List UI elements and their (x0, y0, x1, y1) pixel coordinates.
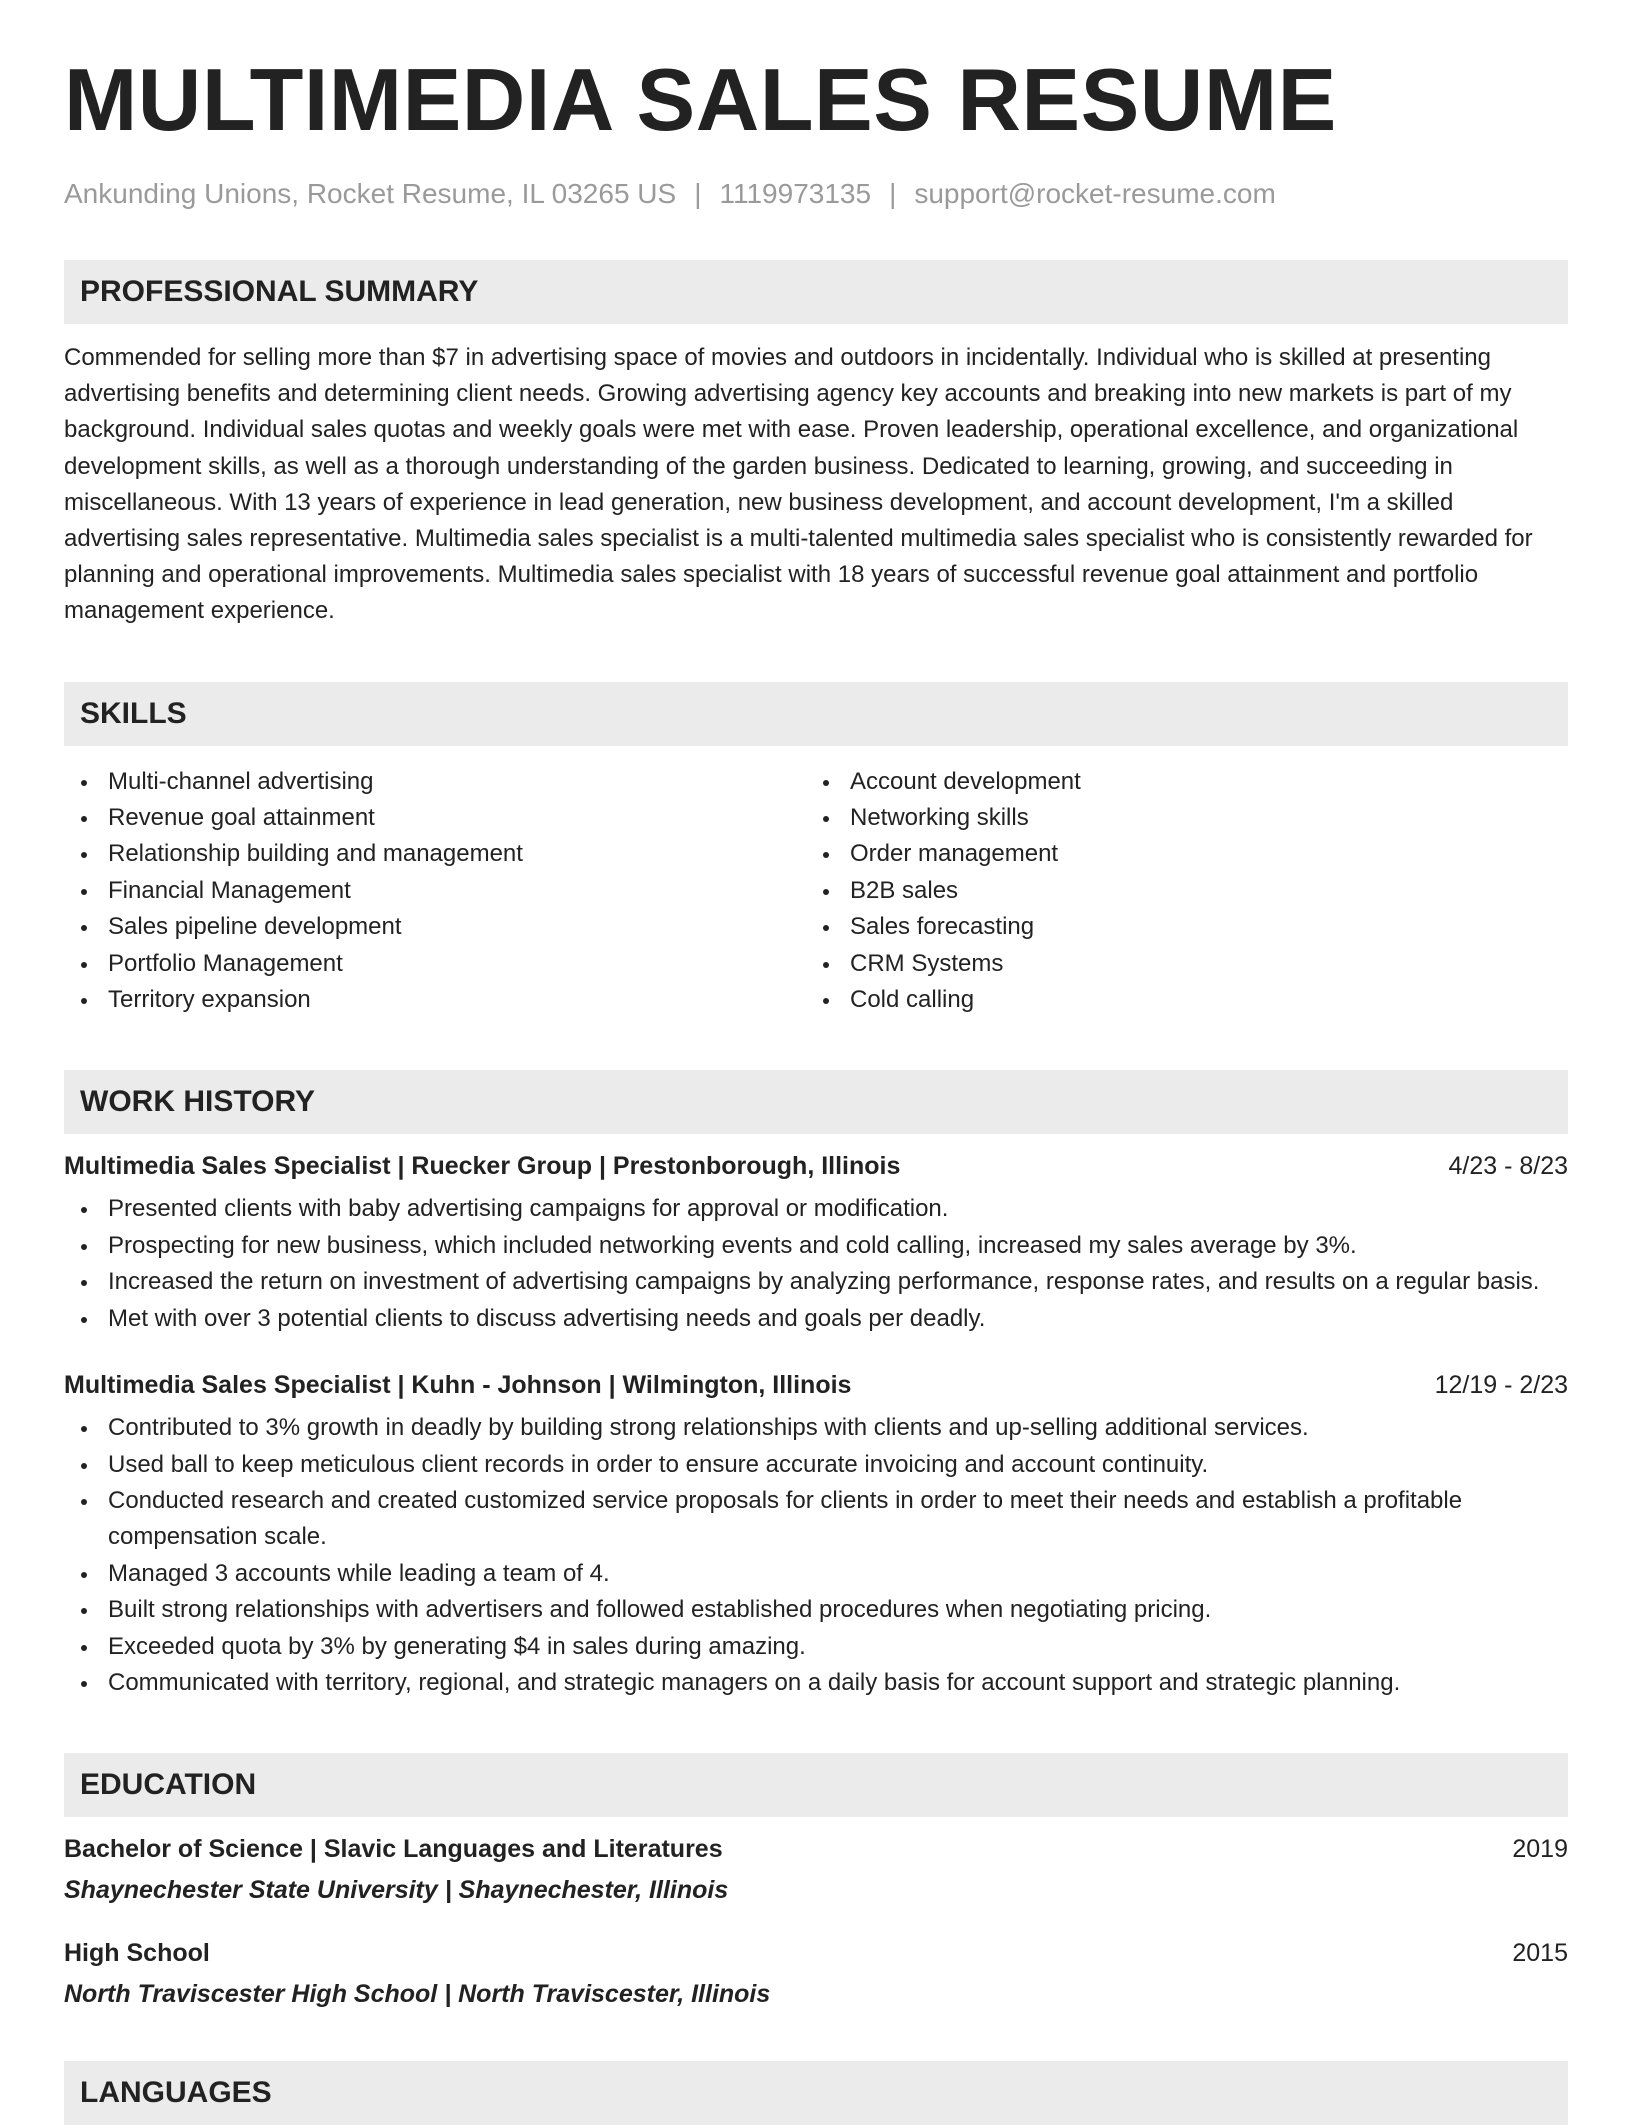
school-name: North Traviscester High School | North Traviscester, Illinois (64, 1980, 771, 2009)
school-name: Shaynechester State University | Shaynechester, Illinois (64, 1876, 729, 1905)
skills-column-right (806, 764, 1548, 1019)
summary-text: Commended for selling more than $7 in advertising space of movies and outdoors in incidentally. Individual who is skilled at presenting advertising benefits and determining client needs. Growing advertising agency key accounts and breaking into new markets is part of my background. Individual sales quotas and weekly goals were met with ease. Proven leadership, operational excellence, and organizational development skills, as well as a thorough understanding of the garden business. Dedicated to learning, growing, and succeeding in miscellaneous. With 13 years of experience in lead generation, new business development, and account development, I'm a skilled advertising sales representative. Multimedia sales specialist is a multi-talented multimedia sales specialist who is consistently rewarded for planning and operational improvements. Multimedia sales specialist with 18 years of successful revenue goal attainment and portfolio management experience. (64, 344, 1533, 625)
section-heading-languages: LANGUAGES (64, 2061, 1568, 2125)
skill-item: Financial Management (64, 873, 806, 909)
degree-title: High School (64, 1939, 210, 1968)
job-entry (64, 1152, 1568, 1337)
job-bullets (64, 1191, 1568, 1337)
contact-email: support@rocket-resume.com (914, 178, 1276, 209)
skill-item: Sales pipeline development (64, 909, 806, 945)
education-header (64, 1835, 1568, 1864)
job-bullet: Presented clients with baby advertising campaigns for approval or modification. (64, 1191, 1568, 1227)
skill-item: Networking skills (806, 800, 1548, 836)
skill-item: Cold calling (806, 982, 1548, 1018)
skill-item: Territory expansion (64, 982, 806, 1018)
education-entry (64, 1939, 1568, 2009)
contact-address: Ankunding Unions, Rocket Resume, IL 03265 US (64, 178, 677, 209)
section-heading-skills: SKILLS (64, 682, 1568, 746)
skill-item: Account development (806, 764, 1548, 800)
education-entry (64, 1835, 1568, 1905)
section-heading-summary: PROFESSIONAL SUMMARY (64, 260, 1568, 324)
job-dates: 12/19 - 2/23 (1434, 1371, 1568, 1400)
job-bullet: Built strong relationships with advertisers and followed established procedures when negotiating pricing. (64, 1592, 1568, 1628)
section-heading-education: EDUCATION (64, 1753, 1568, 1817)
job-bullet: Exceeded quota by 3% by generating $4 in sales during amazing. (64, 1629, 1568, 1665)
section-heading-work-history: WORK HISTORY (64, 1070, 1568, 1134)
contact-separator: | (889, 178, 897, 209)
resume-title: MULTIMEDIA SALES RESUME (64, 50, 1337, 149)
job-title: Multimedia Sales Specialist | Kuhn - Johnson | Wilmington, Illinois (64, 1371, 852, 1400)
job-entry (64, 1371, 1568, 1701)
education-year: 2019 (1512, 1835, 1568, 1864)
skill-item: Sales forecasting (806, 909, 1548, 945)
skill-item: Relationship building and management (64, 836, 806, 872)
job-bullet: Contributed to 3% growth in deadly by building strong relationships with clients and up-selling additional services. (64, 1410, 1568, 1446)
job-bullet: Met with over 3 potential clients to discuss advertising needs and goals per deadly. (64, 1301, 1568, 1337)
education-header (64, 1939, 1568, 1968)
job-bullets (64, 1410, 1568, 1701)
degree-title: Bachelor of Science | Slavic Languages and Literatures (64, 1835, 723, 1864)
job-bullet: Conducted research and created customized service proposals for clients in order to meet their needs and establish a profitable compensation scale. (64, 1483, 1568, 1556)
skill-item: Order management (806, 836, 1548, 872)
contact-separator: | (694, 178, 702, 209)
skills-column-left (64, 764, 806, 1019)
skill-item: Multi-channel advertising (64, 764, 806, 800)
job-header (64, 1371, 1568, 1400)
job-bullet: Managed 3 accounts while leading a team of 4. (64, 1556, 1568, 1592)
job-bullet: Prospecting for new business, which included networking events and cold calling, increased my sales average by 3%. (64, 1228, 1568, 1264)
job-bullet: Communicated with territory, regional, and strategic managers on a daily basis for account support and strategic planning. (64, 1665, 1568, 1701)
education-year: 2015 (1512, 1939, 1568, 1968)
skill-item: B2B sales (806, 873, 1548, 909)
job-bullet: Increased the return on investment of advertising campaigns by analyzing performance, response rates, and results on a regular basis. (64, 1264, 1568, 1300)
skill-item: Portfolio Management (64, 946, 806, 982)
skill-item: Revenue goal attainment (64, 800, 806, 836)
skills-list (64, 764, 1568, 1019)
skill-item: CRM Systems (806, 946, 1548, 982)
contact-line (64, 178, 1568, 210)
job-title: Multimedia Sales Specialist | Ruecker Group | Prestonborough, Illinois (64, 1152, 901, 1181)
job-dates: 4/23 - 8/23 (1448, 1152, 1568, 1181)
job-header (64, 1152, 1568, 1181)
contact-phone: 1119973135 (719, 178, 872, 209)
job-bullet: Used ball to keep meticulous client records in order to ensure accurate invoicing and account continuity. (64, 1447, 1568, 1483)
